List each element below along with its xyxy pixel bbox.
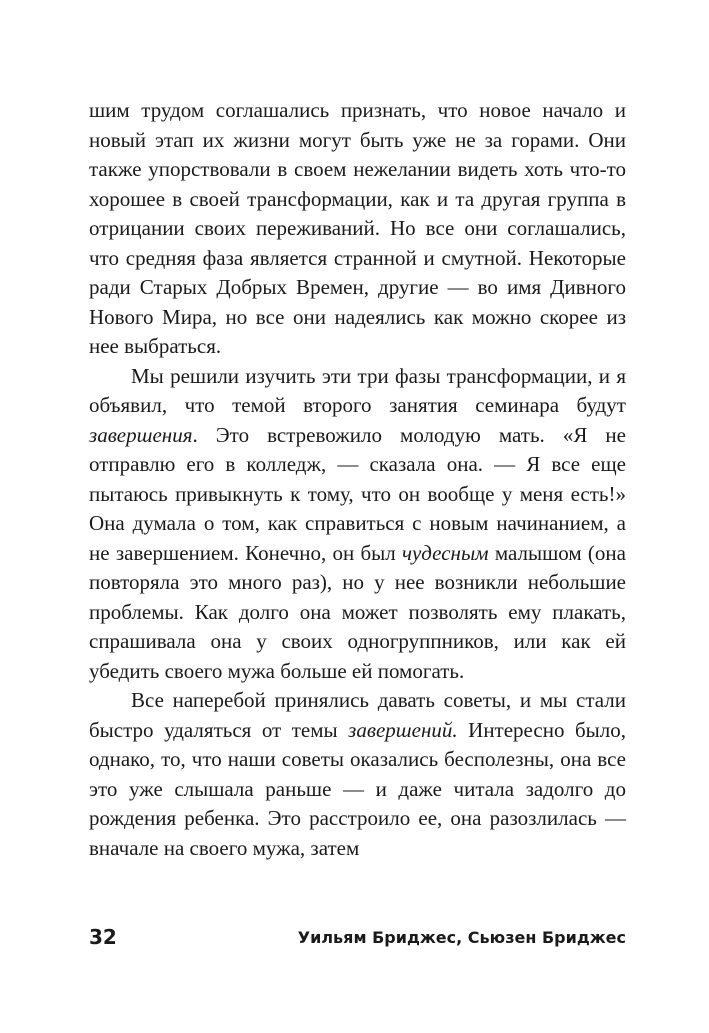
page-footer: [89, 922, 626, 952]
paragraph-3-text-a: Все наперебой принялись давать советы, и мы стали быстро удаляться от темы: [89, 688, 626, 742]
book-authors: Уильям Бриджес, Сьюзен Бриджес: [297, 927, 626, 947]
paragraph-2-text-a: Мы решили изучить эти три фазы трансформации, и я объявил, что темой второго занятия семинара будут: [89, 363, 626, 417]
page-body: [89, 96, 626, 863]
paragraph-2-emphasis-a: завершения: [89, 422, 193, 447]
paragraph-2-text-b: . Это встревожило молодую мать. «Я не отправлю его в колледж, — сказала она. — Я все еще пытаюсь привыкнуть к тому, что он вообще у меня есть!» Она думала о том, как справиться с новым начинанием, а не завершением. Конечно, он был: [89, 422, 626, 565]
paragraph-3-text-b: Интересно было, однако, то, что наши советы оказались бесполезны, она все это уже слышала раньше — и даже читала задолго до рождения ребенка. Это расстроило ее, она разозлилась — вначале на своего мужа, затем: [89, 717, 626, 860]
page-number: 32: [89, 925, 117, 949]
paragraph-2-emphasis-b: чудесным: [402, 540, 489, 565]
paragraph-2-text-c: малышом (она повторяла это много раз), но у нее возникли небольшие проблемы. Как долго она может позволять ему плакать, спрашивала она у своих одногруппников, или как ей убедить своего мужа больше ей помогать.: [89, 540, 626, 683]
paragraph-1: [89, 96, 626, 362]
paragraph-2: [89, 362, 626, 687]
paragraph-1-text: шим трудом соглашались признать, что новое начало и новый этап их жизни могут быть уже не за горами. Они также упорствовали в своем нежелании видеть хоть что-то хорошее в своей трансформации, как и та другая группа в отрицании своих переживаний. Но все они соглашались, что средняя фаза является странной и смутной. Некоторые ради Старых Добрых Времен, другие — во имя Дивного Нового Мира, но все они надеялись как можно скорее из нее выбраться.: [89, 98, 626, 358]
paragraph-3: [89, 686, 626, 863]
paragraph-3-emphasis: завершений.: [348, 717, 458, 742]
